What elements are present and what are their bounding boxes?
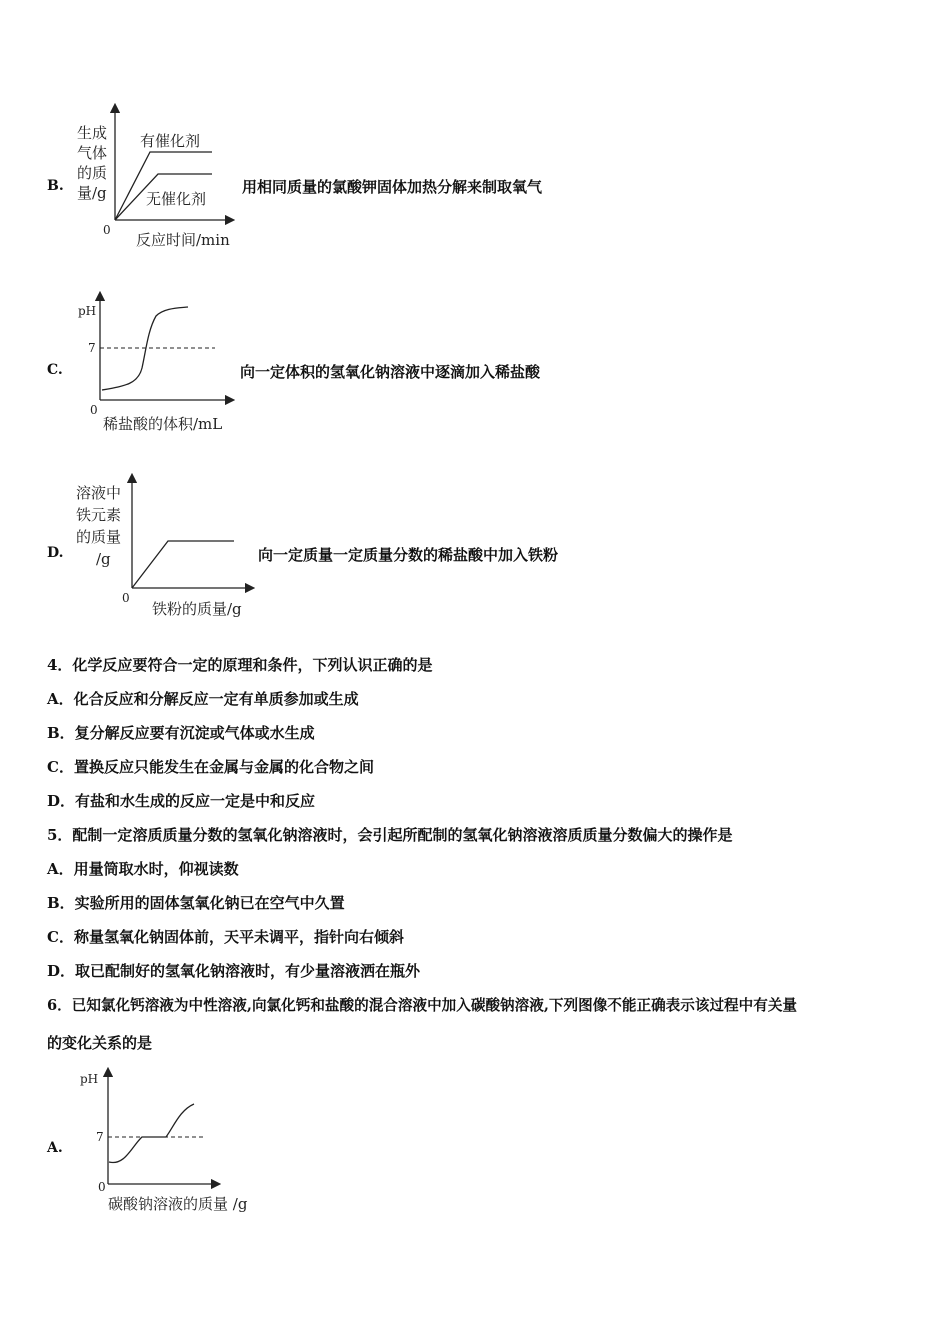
chart-b-origin: 0 — [103, 223, 111, 237]
q4-option-d: D．有盐和水生成的反应一定是中和反应 — [47, 792, 316, 810]
chart-a-curve — [109, 1104, 194, 1163]
chart-d-ylabel-1: 溶液中 — [76, 484, 122, 502]
option-b-description: 用相同质量的氯酸钾固体加热分解来制取氧气 — [242, 178, 543, 196]
option-c-letter: C. — [47, 362, 63, 378]
option-a-letter: A. — [47, 1140, 63, 1156]
chart-d-curve — [132, 541, 234, 588]
chart-d-origin: 0 — [122, 591, 130, 605]
chart-b-ylabel-1: 生成 — [77, 124, 108, 142]
chart-c-origin: 0 — [90, 403, 98, 417]
chart-d-xlabel: 铁粉的质量/g — [152, 600, 242, 618]
chart-a-ref-value: 7 — [96, 1130, 104, 1144]
chart-b-curve-catalyst — [115, 152, 212, 220]
chart-c-xlabel: 稀盐酸的体积/mL — [103, 415, 223, 433]
q6-stem-line1: 6．已知氯化钙溶液为中性溶液,向氯化钙和盐酸的混合溶液中加入碳酸钠溶液,下列图像不能正确表示该过程中有关量 — [47, 997, 798, 1014]
q4-option-a: A．化合反应和分解反应一定有单质参加或生成 — [47, 690, 359, 708]
option-c-description: 向一定体积的氢氧化钠溶液中逐滴加入稀盐酸 — [240, 363, 541, 381]
chart-a-xlabel: 碳酸钠溶液的质量 /g — [108, 1195, 248, 1213]
chart-d-ylabel-4: /g — [96, 550, 111, 568]
chart-a-origin: 0 — [98, 1180, 106, 1194]
chart-c — [70, 288, 250, 438]
q5-option-a: A．用量筒取水时，仰视读数 — [47, 860, 239, 878]
chart-d — [70, 470, 260, 622]
chart-d-ylabel-3: 的质量 — [76, 528, 122, 546]
chart-b-ylabel-3: 的质 — [77, 164, 108, 182]
chart-b-ylabel-4: 量/g — [77, 184, 107, 202]
q5-option-d: D．取已配制好的氢氧化钠溶液时，有少量溶液洒在瓶外 — [47, 962, 421, 980]
chart-b-ylabel-2: 气体 — [77, 144, 108, 162]
chart-b-xlabel: 反应时间/min — [136, 231, 230, 249]
option-d-letter: D. — [47, 545, 64, 561]
q4-option-c: C．置换反应只能发生在金属与金属的化合物之间 — [47, 758, 374, 776]
chart-c-ylabel: pH — [78, 304, 97, 318]
q5-option-c: C．称量氢氧化钠固体前，天平未调平，指针向右倾斜 — [47, 928, 404, 946]
q6-stem-line2: 的变化关系的是 — [47, 1034, 153, 1052]
q4-stem: 4．化学反应要符合一定的原理和条件，下列认识正确的是 — [47, 656, 433, 674]
q5-option-b: B．实验所用的固体氢氧化钠已在空气中久置 — [47, 894, 345, 912]
q5-stem: 5．配制一定溶质质量分数的氢氧化钠溶液时，会引起所配制的氢氧化钠溶液溶质质量分数偏大的操作是 — [47, 826, 733, 844]
chart-c-ref-value: 7 — [88, 341, 96, 355]
chart-a-ylabel: pH — [80, 1072, 99, 1086]
chart-b — [70, 100, 250, 250]
chart-a — [70, 1066, 280, 1216]
q4-option-b: B．复分解反应要有沉淀或气体或水生成 — [47, 724, 315, 742]
chart-b-label-catalyst: 有催化剂 — [140, 132, 201, 150]
chart-d-ylabel-2: 铁元素 — [76, 506, 122, 524]
option-d-description: 向一定质量一定质量分数的稀盐酸中加入铁粉 — [258, 546, 559, 564]
chart-b-label-no-catalyst: 无催化剂 — [146, 190, 207, 208]
option-b-letter: B. — [47, 178, 64, 194]
